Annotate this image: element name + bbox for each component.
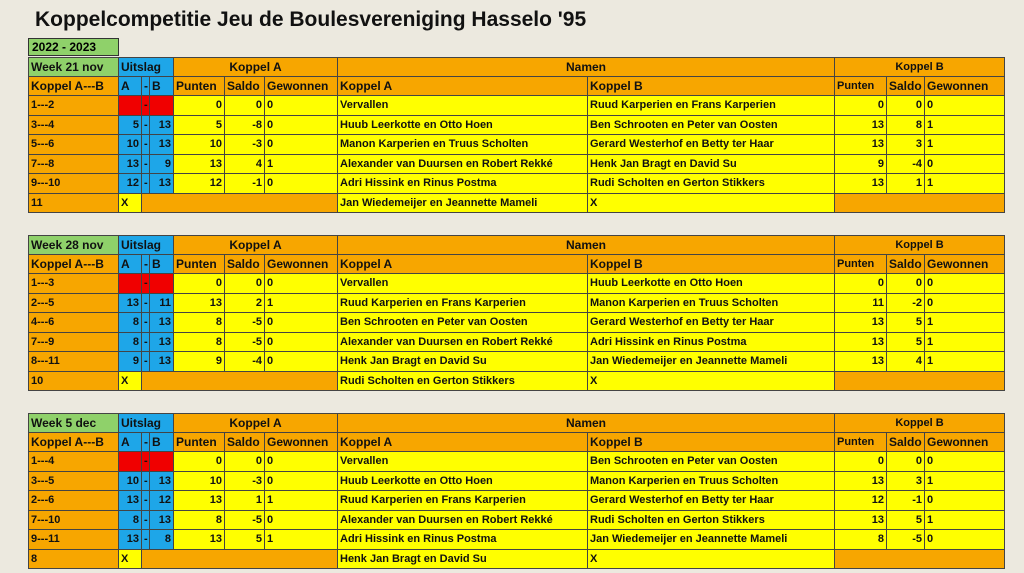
pair-cell: 2---6 <box>28 491 119 511</box>
score-b-header: B <box>150 77 174 97</box>
gewonnen-b-cell: 1 <box>925 333 1005 353</box>
bye-x-b: X <box>588 550 835 570</box>
punten-a-cell: 13 <box>174 530 225 550</box>
punten-a-cell: 13 <box>174 155 225 175</box>
punten-a-cell: 10 <box>174 472 225 492</box>
saldo-a-cell: -3 <box>225 472 265 492</box>
score-a-cell: 8 <box>119 511 142 531</box>
punten-b-cell: 11 <box>835 294 887 314</box>
saldo-b-cell: -2 <box>887 294 925 314</box>
saldo-b-cell: 5 <box>887 333 925 353</box>
name-a-cell: Henk Jan Bragt en David Su <box>338 352 588 372</box>
saldo-b-header: Saldo <box>887 77 925 97</box>
score-dash: - <box>142 274 150 294</box>
pairs-column-header: Koppel A---B <box>28 77 119 97</box>
saldo-b-cell: 0 <box>887 274 925 294</box>
score-dash: - <box>142 313 150 333</box>
name-a-header: Koppel A <box>338 255 588 275</box>
pair-cell: 8---11 <box>28 352 119 372</box>
score-dash: - <box>142 530 150 550</box>
gewonnen-b-cell: 1 <box>925 116 1005 136</box>
saldo-a-header: Saldo <box>225 433 265 453</box>
score-a-cell <box>119 274 142 294</box>
pair-cell: 5---6 <box>28 135 119 155</box>
name-a-cell: Huub Leerkotte en Otto Hoen <box>338 472 588 492</box>
name-b-cell: Ben Schrooten en Peter van Oosten <box>588 116 835 136</box>
score-a-cell: 8 <box>119 313 142 333</box>
score-b-cell: 13 <box>150 313 174 333</box>
name-a-cell: Ruud Karperien en Frans Karperien <box>338 294 588 314</box>
bye-number-cell: 8 <box>28 550 119 570</box>
bye-name-cell: Henk Jan Bragt en David Su <box>338 550 588 570</box>
name-b-cell: Huub Leerkotte en Otto Hoen <box>588 274 835 294</box>
punten-b-cell: 8 <box>835 530 887 550</box>
name-a-cell: Vervallen <box>338 96 588 116</box>
score-a-cell: 5 <box>119 116 142 136</box>
score-a-cell: 9 <box>119 352 142 372</box>
gewonnen-b-cell: 0 <box>925 452 1005 472</box>
score-a-header: A <box>119 77 142 97</box>
name-b-cell: Adri Hissink en Rinus Postma <box>588 333 835 353</box>
name-a-cell: Vervallen <box>338 452 588 472</box>
saldo-b-header: Saldo <box>887 255 925 275</box>
gewonnen-b-cell: 0 <box>925 155 1005 175</box>
name-a-cell: Ben Schrooten en Peter van Oosten <box>338 313 588 333</box>
punten-a-cell: 8 <box>174 511 225 531</box>
gewonnen-a-header: Gewonnen <box>265 433 338 453</box>
saldo-b-cell: -5 <box>887 530 925 550</box>
saldo-a-cell: 2 <box>225 294 265 314</box>
score-b-cell: 13 <box>150 174 174 194</box>
pair-cell: 9---10 <box>28 174 119 194</box>
punten-a-cell: 13 <box>174 294 225 314</box>
score-dash: - <box>142 491 150 511</box>
name-a-cell: Ruud Karperien en Frans Karperien <box>338 491 588 511</box>
gewonnen-b-cell: 0 <box>925 530 1005 550</box>
uitslag-header: Uitslag <box>119 57 174 77</box>
gewonnen-b-cell: 1 <box>925 313 1005 333</box>
score-a-cell: 12 <box>119 174 142 194</box>
saldo-b-cell: 3 <box>887 135 925 155</box>
punten-a-cell: 5 <box>174 116 225 136</box>
gewonnen-a-cell: 0 <box>265 116 338 136</box>
gewonnen-b-cell: 1 <box>925 472 1005 492</box>
bye-x-a: X <box>119 372 142 392</box>
score-b-cell: 9 <box>150 155 174 175</box>
saldo-a-header: Saldo <box>225 255 265 275</box>
pair-cell: 1---4 <box>28 452 119 472</box>
name-b-header: Koppel B <box>588 433 835 453</box>
punten-a-cell: 0 <box>174 274 225 294</box>
saldo-a-cell: -3 <box>225 135 265 155</box>
name-b-cell: Jan Wiedemeijer en Jeannette Mameli <box>588 530 835 550</box>
punten-a-header: Punten <box>174 77 225 97</box>
score-dash: - <box>142 511 150 531</box>
name-b-cell: Gerard Westerhof en Betty ter Haar <box>588 313 835 333</box>
saldo-a-cell: -5 <box>225 313 265 333</box>
punten-b-cell: 13 <box>835 116 887 136</box>
week-label: Week 5 dec <box>28 413 119 433</box>
score-b-cell: 13 <box>150 116 174 136</box>
pairs-column-header: Koppel A---B <box>28 255 119 275</box>
name-a-cell: Alexander van Duursen en Robert Rekké <box>338 511 588 531</box>
bye-name-cell: Jan Wiedemeijer en Jeannette Mameli <box>338 194 588 214</box>
gewonnen-a-cell: 1 <box>265 491 338 511</box>
bye-spacer <box>835 372 1005 392</box>
saldo-b-header: Saldo <box>887 433 925 453</box>
score-dash: - <box>142 155 150 175</box>
bye-x-a: X <box>119 194 142 214</box>
gewonnen-b-header: Gewonnen <box>925 255 1005 275</box>
pair-cell: 1---2 <box>28 96 119 116</box>
score-dash: - <box>142 77 150 97</box>
gewonnen-b-cell: 1 <box>925 135 1005 155</box>
score-b-cell <box>150 274 174 294</box>
score-dash: - <box>142 255 150 275</box>
saldo-a-cell: 0 <box>225 274 265 294</box>
gewonnen-a-cell: 1 <box>265 530 338 550</box>
punten-a-cell: 10 <box>174 135 225 155</box>
saldo-a-cell: 5 <box>225 530 265 550</box>
name-a-cell: Alexander van Duursen en Robert Rekké <box>338 155 588 175</box>
page-title: Koppelcompetitie Jeu de Boulesvereniging Hasselo '95 <box>35 8 587 31</box>
saldo-a-cell: -4 <box>225 352 265 372</box>
punten-b-cell: 13 <box>835 313 887 333</box>
gewonnen-a-cell: 0 <box>265 352 338 372</box>
punten-b-cell: 13 <box>835 174 887 194</box>
saldo-a-cell: 0 <box>225 452 265 472</box>
gewonnen-a-cell: 0 <box>265 174 338 194</box>
score-dash: - <box>142 472 150 492</box>
score-a-cell: 13 <box>119 155 142 175</box>
gewonnen-a-cell: 0 <box>265 135 338 155</box>
pair-cell: 9---11 <box>28 530 119 550</box>
name-a-header: Koppel A <box>338 433 588 453</box>
uitslag-header: Uitslag <box>119 235 174 255</box>
bye-x-a: X <box>119 550 142 570</box>
pair-cell: 1---3 <box>28 274 119 294</box>
gewonnen-a-cell: 0 <box>265 333 338 353</box>
saldo-b-cell: 5 <box>887 313 925 333</box>
koppel-b-header: Koppel B <box>835 413 1005 433</box>
punten-a-cell: 8 <box>174 333 225 353</box>
score-b-header: B <box>150 255 174 275</box>
score-a-cell: 13 <box>119 294 142 314</box>
saldo-a-cell: 1 <box>225 491 265 511</box>
gewonnen-a-cell: 1 <box>265 155 338 175</box>
gewonnen-b-cell: 0 <box>925 491 1005 511</box>
name-b-cell: Manon Karperien en Truus Scholten <box>588 472 835 492</box>
name-a-cell: Adri Hissink en Rinus Postma <box>338 530 588 550</box>
week-table <box>28 57 1005 213</box>
saldo-a-cell: -1 <box>225 174 265 194</box>
score-dash: - <box>142 433 150 453</box>
score-b-cell <box>150 96 174 116</box>
score-a-header: A <box>119 433 142 453</box>
name-a-cell: Adri Hissink en Rinus Postma <box>338 174 588 194</box>
name-b-cell: Jan Wiedemeijer en Jeannette Mameli <box>588 352 835 372</box>
koppel-b-header: Koppel B <box>835 57 1005 77</box>
name-b-header: Koppel B <box>588 77 835 97</box>
pair-cell: 7---9 <box>28 333 119 353</box>
saldo-b-cell: 5 <box>887 511 925 531</box>
week-label: Week 28 nov <box>28 235 119 255</box>
punten-b-cell: 0 <box>835 96 887 116</box>
name-a-cell: Huub Leerkotte en Otto Hoen <box>338 116 588 136</box>
name-b-cell: Ben Schrooten en Peter van Oosten <box>588 452 835 472</box>
pair-cell: 3---4 <box>28 116 119 136</box>
score-b-cell: 13 <box>150 352 174 372</box>
saldo-b-cell: 8 <box>887 116 925 136</box>
saldo-a-cell: -8 <box>225 116 265 136</box>
saldo-b-cell: 4 <box>887 352 925 372</box>
pair-cell: 7---8 <box>28 155 119 175</box>
score-b-cell: 12 <box>150 491 174 511</box>
week-label: Week 21 nov <box>28 57 119 77</box>
saldo-b-cell: 0 <box>887 96 925 116</box>
name-b-cell: Manon Karperien en Truus Scholten <box>588 294 835 314</box>
score-b-cell: 13 <box>150 472 174 492</box>
saldo-a-cell: -5 <box>225 333 265 353</box>
gewonnen-a-cell: 0 <box>265 452 338 472</box>
bye-spacer <box>142 194 338 214</box>
bye-spacer <box>835 194 1005 214</box>
gewonnen-a-cell: 0 <box>265 274 338 294</box>
name-a-cell: Alexander van Duursen en Robert Rekké <box>338 333 588 353</box>
pairs-column-header: Koppel A---B <box>28 433 119 453</box>
score-a-cell: 8 <box>119 333 142 353</box>
pair-cell: 3---5 <box>28 472 119 492</box>
gewonnen-a-cell: 1 <box>265 294 338 314</box>
punten-b-cell: 13 <box>835 511 887 531</box>
score-dash: - <box>142 333 150 353</box>
pair-cell: 4---6 <box>28 313 119 333</box>
gewonnen-a-cell: 0 <box>265 313 338 333</box>
name-b-header: Koppel B <box>588 255 835 275</box>
score-b-cell <box>150 452 174 472</box>
punten-a-cell: 13 <box>174 491 225 511</box>
score-a-cell <box>119 96 142 116</box>
bye-spacer <box>142 550 338 570</box>
week-table <box>28 413 1005 569</box>
gewonnen-b-cell: 1 <box>925 174 1005 194</box>
week-table <box>28 235 1005 391</box>
saldo-b-cell: -1 <box>887 491 925 511</box>
name-b-cell: Ruud Karperien en Frans Karperien <box>588 96 835 116</box>
bye-spacer <box>835 550 1005 570</box>
bye-number-cell: 11 <box>28 194 119 214</box>
saldo-b-cell: 3 <box>887 472 925 492</box>
score-b-cell: 8 <box>150 530 174 550</box>
score-a-cell: 13 <box>119 491 142 511</box>
name-b-cell: Gerard Westerhof en Betty ter Haar <box>588 135 835 155</box>
punten-b-cell: 13 <box>835 333 887 353</box>
bye-x-b: X <box>588 372 835 392</box>
saldo-a-cell: 4 <box>225 155 265 175</box>
koppel-a-header: Koppel A <box>174 57 338 77</box>
pair-cell: 2---5 <box>28 294 119 314</box>
punten-a-cell: 9 <box>174 352 225 372</box>
punten-a-cell: 8 <box>174 313 225 333</box>
punten-b-cell: 9 <box>835 155 887 175</box>
score-dash: - <box>142 174 150 194</box>
score-a-cell: 10 <box>119 135 142 155</box>
punten-b-cell: 12 <box>835 491 887 511</box>
score-a-cell <box>119 452 142 472</box>
punten-b-cell: 0 <box>835 452 887 472</box>
score-dash: - <box>142 116 150 136</box>
score-dash: - <box>142 294 150 314</box>
season-label: 2022 - 2023 <box>28 38 119 56</box>
punten-b-cell: 13 <box>835 135 887 155</box>
gewonnen-b-cell: 0 <box>925 274 1005 294</box>
punten-b-cell: 0 <box>835 274 887 294</box>
score-dash: - <box>142 352 150 372</box>
gewonnen-b-cell: 0 <box>925 96 1005 116</box>
score-b-header: B <box>150 433 174 453</box>
score-a-cell: 13 <box>119 530 142 550</box>
name-b-cell: Rudi Scholten en Gerton Stikkers <box>588 174 835 194</box>
gewonnen-b-cell: 0 <box>925 294 1005 314</box>
score-b-cell: 13 <box>150 511 174 531</box>
name-b-cell: Gerard Westerhof en Betty ter Haar <box>588 491 835 511</box>
name-a-header: Koppel A <box>338 77 588 97</box>
punten-a-cell: 12 <box>174 174 225 194</box>
score-dash: - <box>142 96 150 116</box>
score-a-header: A <box>119 255 142 275</box>
punten-a-cell: 0 <box>174 452 225 472</box>
gewonnen-a-cell: 0 <box>265 96 338 116</box>
name-b-cell: Henk Jan Bragt en David Su <box>588 155 835 175</box>
namen-header: Namen <box>338 57 835 77</box>
gewonnen-a-header: Gewonnen <box>265 255 338 275</box>
punten-b-header: Punten <box>835 255 887 275</box>
name-b-cell: Rudi Scholten en Gerton Stikkers <box>588 511 835 531</box>
saldo-a-cell: 0 <box>225 96 265 116</box>
punten-a-header: Punten <box>174 433 225 453</box>
namen-header: Namen <box>338 413 835 433</box>
pair-cell: 7---10 <box>28 511 119 531</box>
score-b-cell: 11 <box>150 294 174 314</box>
score-dash: - <box>142 135 150 155</box>
koppel-b-header: Koppel B <box>835 235 1005 255</box>
gewonnen-a-cell: 0 <box>265 511 338 531</box>
bye-x-b: X <box>588 194 835 214</box>
gewonnen-b-cell: 1 <box>925 511 1005 531</box>
koppel-a-header: Koppel A <box>174 413 338 433</box>
punten-a-header: Punten <box>174 255 225 275</box>
score-b-cell: 13 <box>150 135 174 155</box>
score-a-cell: 10 <box>119 472 142 492</box>
name-a-cell: Vervallen <box>338 274 588 294</box>
saldo-a-header: Saldo <box>225 77 265 97</box>
gewonnen-b-header: Gewonnen <box>925 433 1005 453</box>
saldo-a-cell: -5 <box>225 511 265 531</box>
score-b-cell: 13 <box>150 333 174 353</box>
saldo-b-cell: 1 <box>887 174 925 194</box>
gewonnen-a-header: Gewonnen <box>265 77 338 97</box>
gewonnen-a-cell: 0 <box>265 472 338 492</box>
punten-b-header: Punten <box>835 433 887 453</box>
saldo-b-cell: -4 <box>887 155 925 175</box>
punten-b-cell: 13 <box>835 472 887 492</box>
saldo-b-cell: 0 <box>887 452 925 472</box>
score-dash: - <box>142 452 150 472</box>
uitslag-header: Uitslag <box>119 413 174 433</box>
name-a-cell: Manon Karperien en Truus Scholten <box>338 135 588 155</box>
gewonnen-b-header: Gewonnen <box>925 77 1005 97</box>
punten-a-cell: 0 <box>174 96 225 116</box>
bye-spacer <box>142 372 338 392</box>
punten-b-header: Punten <box>835 77 887 97</box>
punten-b-cell: 13 <box>835 352 887 372</box>
bye-number-cell: 10 <box>28 372 119 392</box>
namen-header: Namen <box>338 235 835 255</box>
koppel-a-header: Koppel A <box>174 235 338 255</box>
bye-name-cell: Rudi Scholten en Gerton Stikkers <box>338 372 588 392</box>
gewonnen-b-cell: 1 <box>925 352 1005 372</box>
